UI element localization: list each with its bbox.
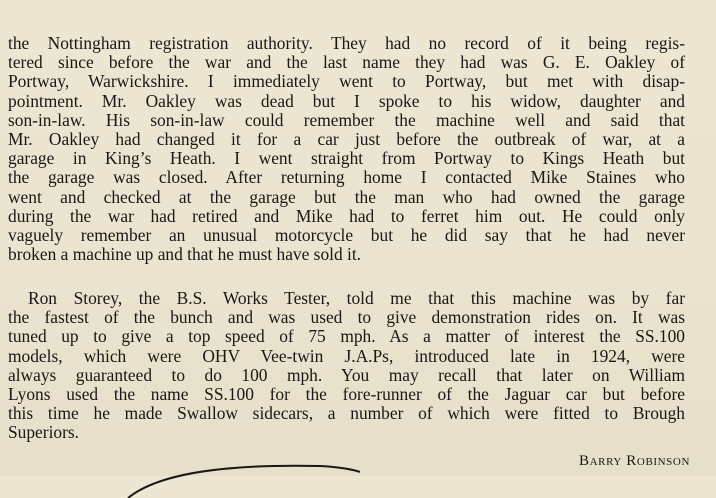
decorative-arc bbox=[120, 458, 360, 498]
text-line: the garage was closed. After returning home I contacted Mike Staines who bbox=[8, 167, 685, 188]
text-line: Superiors. bbox=[8, 422, 80, 443]
text-line: tuned up to give a top speed of 75 mph. As a matter of interest the SS.100 bbox=[8, 326, 685, 347]
text-line: garage in King’s Heath. I went straight from Portway to Kings Heath but bbox=[8, 148, 685, 169]
text-line: this time he made Swallow sidecars, a number of which were fitted to Brough bbox=[8, 403, 685, 424]
text-line: models, which were OHV Vee-twin J.A.Ps, introduced late in 1924, were bbox=[8, 345, 685, 366]
text-line: the fastest of the bunch and was used to give demonstration rides on. It was bbox=[8, 307, 685, 328]
text-line: pointment. Mr. Oakley was dead but I spoke to his widow, daughter and bbox=[8, 90, 685, 111]
author-signature: Barry Robinson bbox=[578, 453, 690, 469]
text-line: the Nottingham registration authority. They had no record of it being regis- bbox=[8, 33, 685, 53]
text-line: broken a machine up and that he must have sold it. bbox=[8, 244, 362, 265]
text-line: vaguely remember an unusual motorcycle but he did say that he had never bbox=[8, 224, 685, 245]
text-line: Ron Storey, the B.S. Works Tester, told me that this machine was by far bbox=[28, 288, 685, 308]
text-line: tered since before the war and the last name they had was G. E. Oakley of bbox=[8, 52, 685, 73]
text-line: went and checked at the garage but the man who had owned the garage bbox=[8, 186, 685, 207]
text-line: Portway, Warwickshire. I immediately went to Portway, but met with disap- bbox=[8, 71, 685, 92]
text-line: son-in-law. His son-in-law could remember the machine well and said that bbox=[8, 109, 685, 130]
text-line: always guaranteed to do 100 mph. You may recall that later on William bbox=[8, 364, 685, 385]
text-line: during the war had retired and Mike had to ferret him out. He could only bbox=[8, 205, 685, 226]
article-paragraph-2 bbox=[8, 289, 685, 443]
text-line: Mr. Oakley had changed it for a car just before the outbreak of war, at a bbox=[8, 128, 685, 149]
text-line: Lyons used the name SS.100 for the fore-runner of the Jaguar car but before bbox=[8, 383, 685, 404]
article-paragraph-1 bbox=[8, 34, 685, 264]
